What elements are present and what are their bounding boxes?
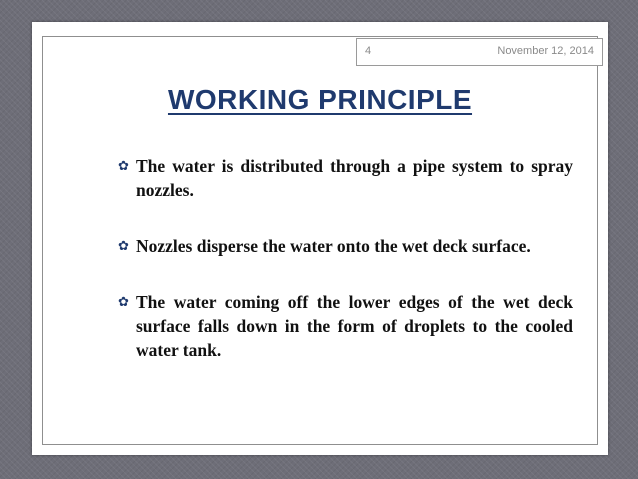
flower-bullet-icon: ✿ bbox=[118, 294, 129, 309]
bullet-text: The water coming off the lower edges of the wet deck surface falls down in the form of droplets to the cooled water tank. bbox=[136, 292, 573, 360]
bullet-item bbox=[118, 154, 573, 202]
slide bbox=[32, 22, 608, 455]
slide-number: 4 bbox=[365, 45, 372, 57]
bullet-item bbox=[118, 290, 573, 362]
bullet-item bbox=[118, 234, 573, 258]
flower-bullet-icon: ✿ bbox=[118, 238, 129, 253]
slide-title: WORKING PRINCIPLE bbox=[167, 84, 473, 115]
flower-bullet-icon: ✿ bbox=[118, 158, 129, 173]
bullet-text: The water is distributed through a pipe system to spray nozzles. bbox=[136, 156, 573, 200]
slide-header bbox=[356, 38, 603, 66]
bullet-list bbox=[118, 154, 573, 362]
bullet-text: Nozzles disperse the water onto the wet deck surface. bbox=[136, 236, 531, 256]
slide-date: November 12, 2014 bbox=[497, 45, 594, 57]
